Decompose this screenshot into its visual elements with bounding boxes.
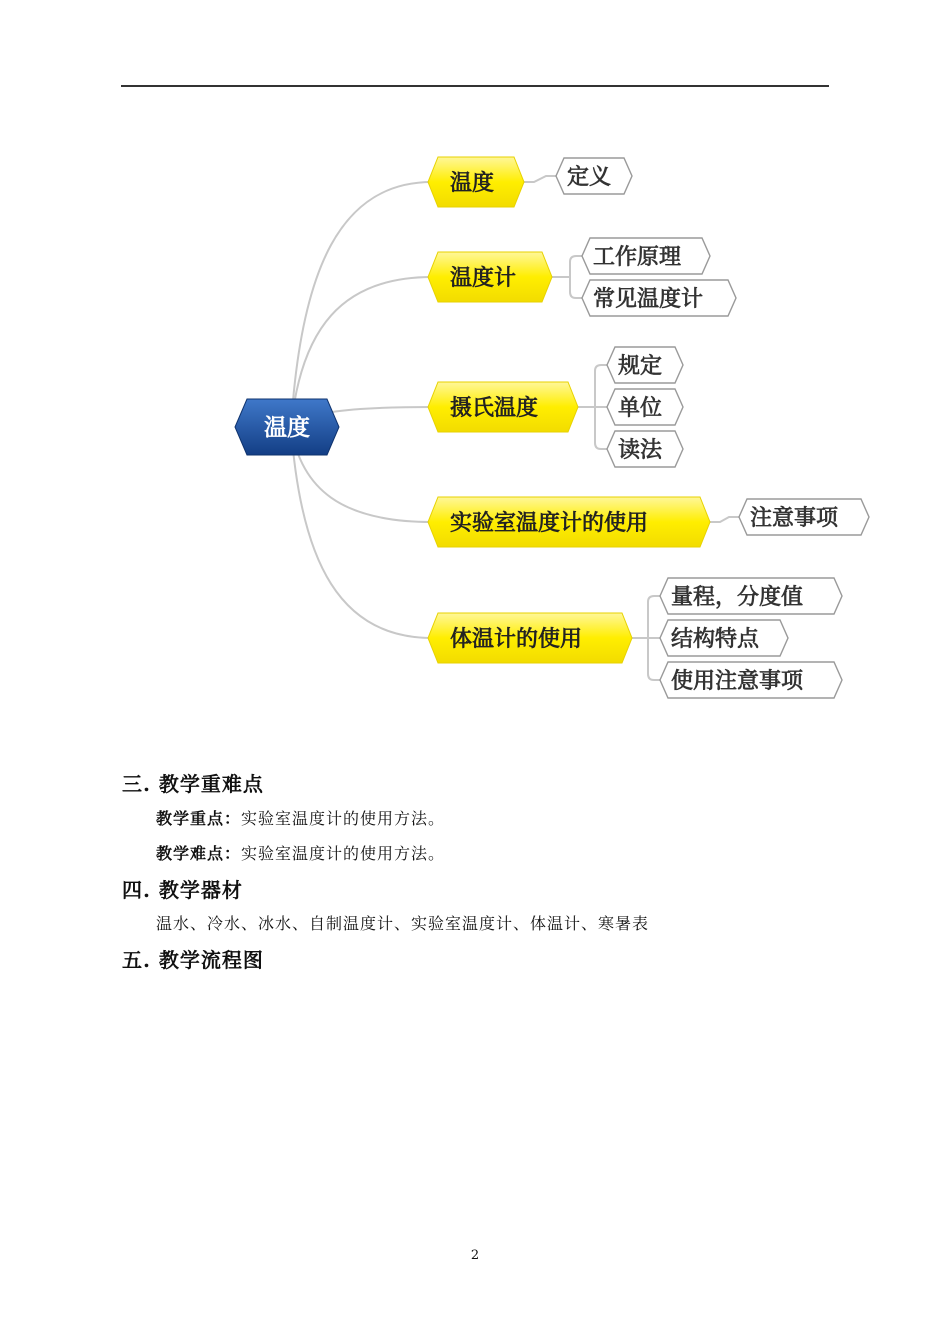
child-node-label: 注意事项 [750,506,839,531]
child-node [660,662,842,698]
difficult-point-label: 教学难点： [156,844,242,863]
difficult-point-line [156,841,445,864]
branch-node-label: 摄氏温度 [450,396,539,421]
section-4-title: 四. 教学器材 [122,878,243,902]
connector-line [648,674,660,680]
materials-list: 温水、冷水、冰水、自制温度计、实验室温度计、体温计、寒暑表 [156,914,650,933]
branch-node [428,613,632,663]
branch-node [428,382,578,432]
child-node [556,158,632,194]
branch-node [428,252,552,302]
connector-line [291,182,432,427]
branch-node [428,157,524,207]
child-node-label: 工作原理 [593,245,682,270]
child-node [582,238,710,274]
child-node-label: 结构特点 [671,627,760,652]
connector-line [524,176,556,182]
branch-node-label: 温度 [450,171,495,196]
child-node [739,499,869,535]
child-node-label: 规定 [618,354,663,379]
branch-node-label: 体温计的使用 [450,627,583,652]
child-node [607,347,683,383]
child-node [582,280,736,316]
connector-line [570,292,582,298]
connector-line [648,596,660,602]
child-node [607,431,683,467]
child-node [660,620,788,656]
child-node [607,389,683,425]
connector-line [291,427,432,638]
center-node [235,399,339,455]
child-node-label: 使用注意事项 [671,669,804,694]
child-node-label: 读法 [618,438,663,463]
connector-line [570,256,582,262]
child-node [660,578,842,614]
center-node-label: 温度 [264,415,310,441]
key-point-text: 实验室温度计的使用方法。 [241,809,446,828]
child-node-label: 单位 [618,396,663,421]
branch-node-label: 实验室温度计的使用 [450,511,649,536]
connector-line [595,443,607,449]
child-node-label: 常见温度计 [593,287,704,312]
branch-node [428,497,710,547]
child-node-label: 定义 [567,165,612,190]
section-5-title: 五. 教学流程图 [122,948,264,972]
connector-line [710,517,739,522]
key-point-line [156,806,445,829]
difficult-point-text: 实验室温度计的使用方法。 [241,844,446,863]
connector-line [595,365,607,371]
branch-node-label: 温度计 [450,266,517,291]
page-number: 2 [470,1248,480,1263]
child-node-label: 量程，分度值 [671,585,804,610]
key-point-label: 教学重点： [156,809,242,828]
section-3-title: 三. 教学重难点 [122,772,264,796]
